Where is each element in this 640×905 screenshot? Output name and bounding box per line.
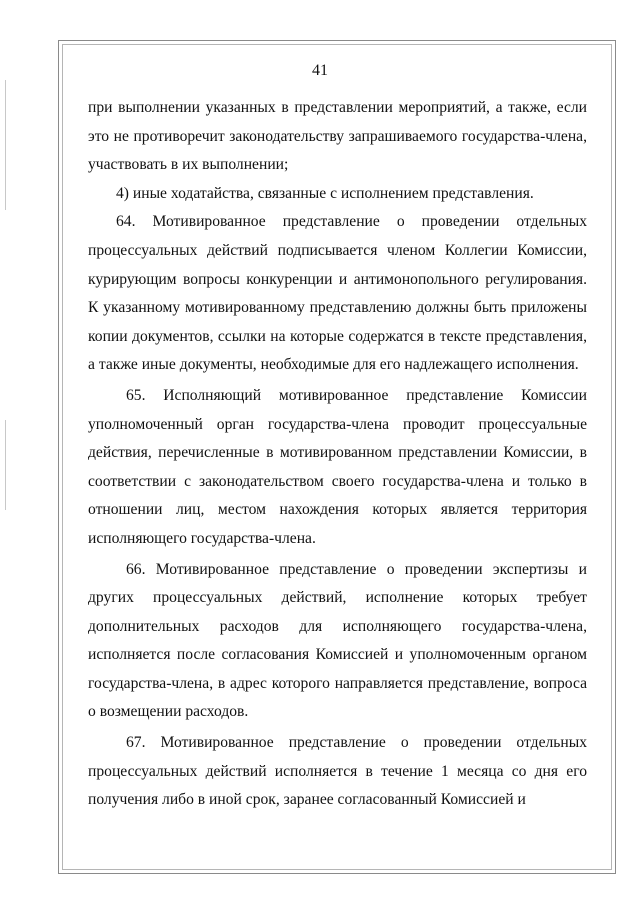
paragraph-continuation: при выполнении указанных в представлении мероприятий, а также, если это не противоречит законодательству запрашиваемого государства-члена, участвовать в их выполнении; [88,99,587,174]
scan-edge-mark [5,80,6,210]
paragraph-item-4: 4) иные ходатайства, связанные с исполнением представления. [116,184,534,202]
paragraph-64: 64. Мотивированное представление о проведении отдельных процессуальных действий подписывается членом Коллегии Комиссии, курирующим вопросы конкуренции и антимонопольного регулирования. К указанному мотивированному представлению должны быть приложены копии документов, ссылки на которые содержатся в тексте представления, а также иные документы, необходимые для его надлежащего исполнения. [88,213,587,374]
page-number: 41 [312,62,328,79]
paragraph-66: 66. Мотивированное представление о проведении экспертизы и других процессуальных действий, исполнение которых требует дополнительных расходов для исполняющего государства-члена, исполняется после согласования Комиссией и уполномоченным органом государства-члена, в адрес которого направляется представление, вопроса о возмещении расходов. [88,560,587,721]
paragraph-67: 67. Мотивированное представление о проведении отдельных процессуальных действий исполняется в течение 1 месяца со дня его получения либо в иной срок, заранее согласованный Комиссией и [88,734,587,809]
paragraph-65: 65. Исполняющий мотивированное представление Комиссии уполномоченный орган государства-члена проводит процессуальные действия, перечисленные в мотивированном представлении Комиссии, в соответствии с законодательством своего государства-члена и только в отношении лиц, местом нахождения которых является территория исполняющего государства-члена. [88,386,587,547]
document-body [88,94,587,815]
scan-edge-mark [5,420,6,510]
